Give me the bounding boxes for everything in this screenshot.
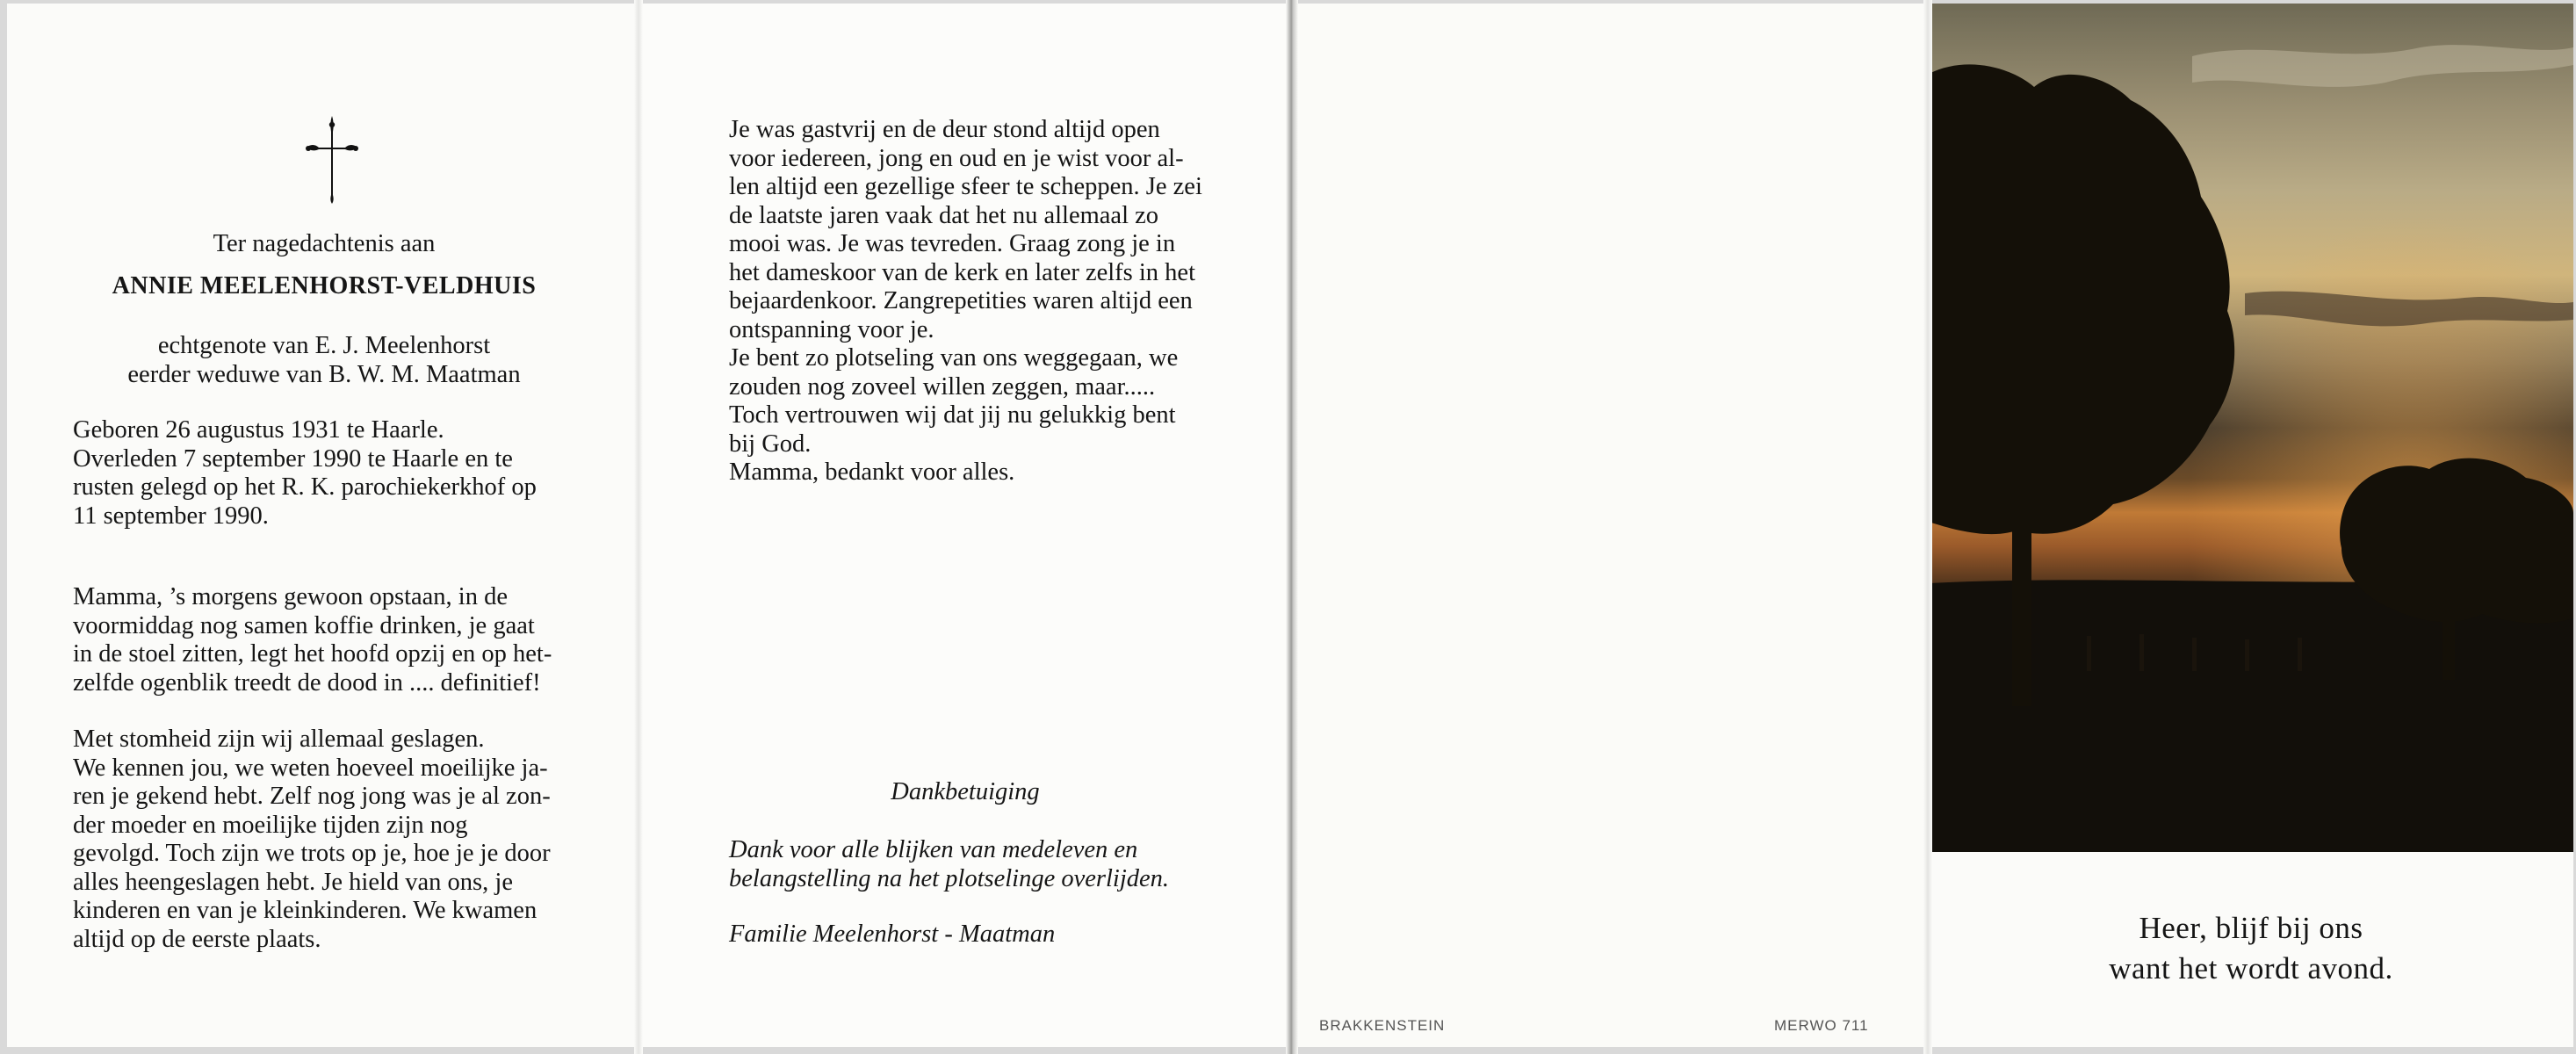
- family-signature: Familie Meelenhorst - Maatman: [729, 920, 1056, 948]
- text-line: Dank voor alle blijken van medeleven en: [729, 836, 1138, 863]
- verse-text: [1929, 908, 2573, 989]
- text-line: altijd op de eerste plaats.: [73, 925, 321, 953]
- text-line: kinderen en van je kleinkinderen. We kwamen: [73, 897, 538, 924]
- thanks-text: [729, 836, 1231, 893]
- text-line: bij God.: [729, 430, 812, 458]
- cross-icon: [301, 114, 363, 206]
- thanks-heading: Dankbetuiging: [891, 778, 1040, 805]
- text-line: het dameskoor van de kerk en later zelfs in het: [729, 258, 1195, 286]
- memorial-paragraph-1: [73, 583, 591, 697]
- text-line: zelfde ogenblik treedt de dood in .... definitief!: [73, 668, 541, 697]
- spouse-info: [7, 332, 641, 389]
- spouse-line: eerder weduwe van B. W. M. Maatman: [127, 360, 521, 388]
- panel-left: [7, 4, 641, 1047]
- panel-right: [1929, 4, 2573, 1047]
- memorial-paragraph-3: [729, 116, 1231, 487]
- text-line: mooi was. Je was tevreden. Graag zong je in: [729, 230, 1176, 257]
- fold-line: [1923, 0, 1932, 1054]
- deceased-name: ANNIE MEELENHORST-VELDHUIS: [112, 272, 537, 300]
- text-line: We kennen jou, we weten hoeveel moeilijke ja-: [73, 754, 548, 782]
- text-line: belangstelling na het plotselinge overlijden.: [729, 864, 1170, 892]
- text-line: alles heengeslagen hebt. Je hield van ons, je: [73, 868, 513, 896]
- text-line: Je bent zo plotseling van ons weggegaan, we: [729, 344, 1179, 372]
- text-line: ren je gekend hebt. Zelf nog jong was je al zon-: [73, 783, 551, 810]
- fold-line: [1286, 0, 1298, 1054]
- fold-line: [634, 0, 643, 1054]
- text-line: ontspanning voor je.: [729, 315, 934, 343]
- text-line: Je was gastvrij en de deur stond altijd open: [729, 116, 1160, 143]
- spouse-line: echtgenote van E. J. Meelenhorst: [157, 332, 491, 359]
- print-code: MERWO 711: [1774, 1017, 1869, 1034]
- verse-line: want het wordt avond.: [2109, 951, 2393, 985]
- text-line: gevolgd. Toch zijn we trots op je, hoe je je door: [73, 840, 551, 867]
- text-line: Toch vertrouwen wij dat jij nu gelukkig bent: [729, 401, 1176, 429]
- panel-middle-left: [641, 4, 1289, 1047]
- dates-text: [73, 416, 591, 531]
- sunset-trees-photo: [1929, 4, 2573, 852]
- text-line: 11 september 1990.: [73, 502, 269, 530]
- text-line: zouden nog zoveel willen zeggen, maar.....: [729, 372, 1156, 401]
- text-line: len altijd een gezellige sfeer te scheppen. Je zei: [729, 173, 1202, 200]
- text-line: voormiddag nog samen koffie drinken, je gaat: [73, 611, 535, 639]
- text-line: de laatste jaren vaak dat het nu allemaal zo: [729, 201, 1159, 229]
- verse-line: Heer, blijf bij ons: [2139, 911, 2363, 945]
- text-line: Mamma, ’s morgens gewoon opstaan, in de: [73, 583, 508, 610]
- text-line: in de stoel zitten, legt het hoofd opzij en op het-: [73, 640, 552, 668]
- panel-middle-right: [1296, 4, 1929, 1047]
- text-line: bejaardenkoor. Zangrepetities waren altijd een: [729, 287, 1193, 314]
- text-line: der moeder en moeilijke tijden zijn nog: [73, 811, 468, 839]
- text-line: rusten gelegd op het R. K. parochiekerkhof op: [73, 473, 537, 501]
- memorial-paragraph-2: [73, 726, 591, 954]
- text-line: Geboren 26 augustus 1931 te Haarle.: [73, 416, 444, 444]
- printer-name: BRAKKENSTEIN: [1319, 1017, 1446, 1034]
- text-line: Overleden 7 september 1990 te Haarle en te: [73, 444, 513, 473]
- text-line: voor iedereen, jong en oud en je wist voor al-: [729, 144, 1184, 172]
- text-line: Met stomheid zijn wij allemaal geslagen.: [73, 726, 485, 753]
- text-line: Mamma, bedankt voor alles.: [729, 458, 1015, 486]
- intro-text: Ter nagedachtenis aan: [213, 230, 436, 257]
